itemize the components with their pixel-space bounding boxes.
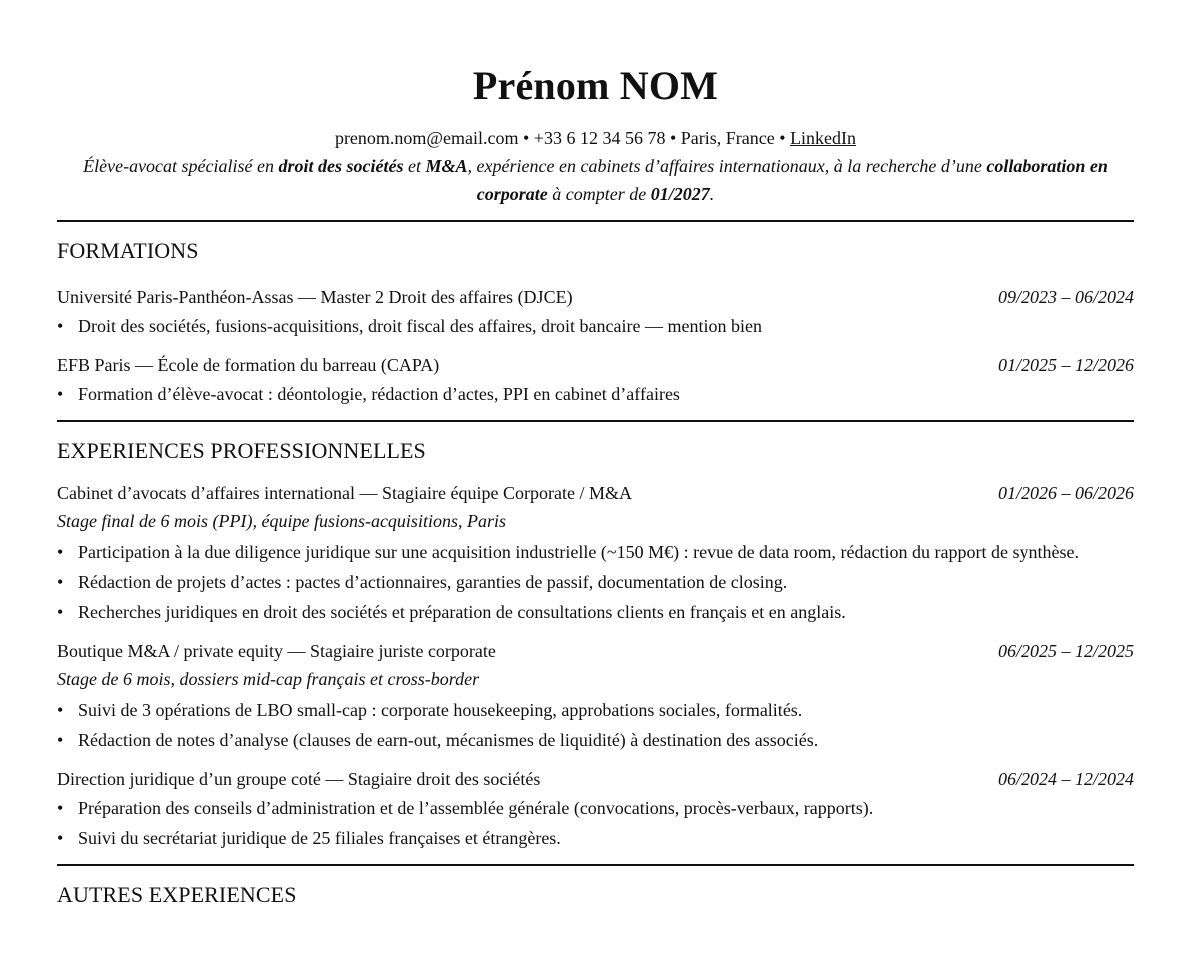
section-autres: [57, 880, 1134, 910]
entry-date: 06/2025 – 12/2025: [997, 641, 1134, 661]
bullet-item: • Participation à la due diligence juridique sur une acquisition industrielle (~150 M€) : revue de data room, rédaction du rapport de synthèse.: [57, 538, 1134, 566]
experience-entry: [57, 480, 1134, 626]
bullet-item: • Suivi du secrétariat juridique de 25 filiales françaises et étrangères.: [57, 824, 1134, 852]
phone-text: +33 6 12 34 56 78: [533, 128, 666, 148]
section-title: FORMATIONS: [57, 238, 199, 263]
separator: •: [774, 128, 791, 148]
bullet-item: • Suivi de 3 opérations de LBO small-cap : corporate housekeeping, approbations sociales, formalités.: [57, 696, 1134, 724]
summary-emphasis: droit des sociétés: [278, 156, 404, 176]
bullet-item: • Formation d’élève-avocat : déontologie, rédaction d’actes, PPI en cabinet d’affaires: [57, 380, 1134, 408]
entry-title: Université Paris-Panthéon-Assas — Master 2 Droit des affaires (DJCE): [57, 287, 573, 307]
summary-text: à compter de: [547, 184, 651, 204]
bullet-item: • Rédaction de projets d’actes : pactes d’actionnaires, garanties de passif, documentation de closing.: [57, 568, 1134, 596]
entry-date: 01/2025 – 12/2026: [997, 355, 1134, 375]
candidate-name: Prénom NOM: [472, 63, 719, 108]
section-divider: [57, 864, 1134, 866]
summary-text: , expérience en cabinets d’affaires internationaux, à la recherche d’une: [467, 156, 987, 176]
entry-date: 09/2023 – 06/2024: [997, 287, 1134, 307]
bullet-item: • Préparation des conseils d’administration et de l’assemblée générale (convocations, procès-verbaux, rapports).: [57, 794, 1134, 822]
summary-text: .: [709, 184, 715, 204]
section-title: AUTRES EXPERIENCES: [57, 882, 297, 907]
entry-header: [57, 480, 1134, 506]
location-text: Paris, France: [680, 128, 775, 148]
email-text: prenom.nom@email.com: [334, 128, 519, 148]
resume-page: [57, 0, 1134, 910]
entry-title: Cabinet d’avocats d’affaires international — Stagiaire équipe Corporate / M&A: [57, 483, 632, 503]
experience-entry: [57, 766, 1134, 852]
bullet-item: • Recherches juridiques en droit des sociétés et préparation de consultations clients en français et en anglais.: [57, 598, 1134, 626]
contact-line: [57, 124, 1134, 152]
section-experiences: [57, 436, 1134, 852]
entry-header: [57, 638, 1134, 664]
entry-subtitle: Stage final de 6 mois (PPI), équipe fusions-acquisitions, Paris: [57, 511, 506, 531]
section-title: EXPERIENCES PROFESSIONNELLES: [57, 438, 426, 463]
entry-header: [57, 352, 1134, 378]
section-divider: [57, 220, 1134, 222]
summary-emphasis: M&A: [425, 156, 468, 176]
entry-title: EFB Paris — École de formation du barreau (CAPA): [57, 355, 440, 375]
section-divider: [57, 420, 1134, 422]
summary-emphasis: 01/2027: [650, 184, 710, 204]
separator: •: [518, 128, 534, 148]
entry-date: 06/2024 – 12/2024: [997, 769, 1134, 789]
entry-title: Direction juridique d’un groupe coté — Stagiaire droit des sociétés: [57, 769, 541, 789]
entry-header: [57, 766, 1134, 792]
bullet-list: [57, 794, 1134, 852]
experience-entry: [57, 638, 1134, 754]
separator: •: [665, 128, 681, 148]
formation-entry: [57, 352, 1134, 408]
section-formations: [57, 236, 1134, 408]
formation-entry: [57, 284, 1134, 340]
bullet-list: [57, 696, 1134, 754]
bullet-item: • Rédaction de notes d’analyse (clauses de earn-out, mécanismes de liquidité) à destination des associés.: [57, 726, 1134, 754]
entry-subtitle: Stage de 6 mois, dossiers mid-cap français et cross-border: [57, 669, 480, 689]
bullet-list: [57, 538, 1134, 626]
bullet-item: • Droit des sociétés, fusions-acquisitions, droit fiscal des affaires, droit bancaire — mention bien: [57, 312, 1134, 340]
bullet-list: [57, 380, 1134, 408]
profile-summary: [69, 152, 1122, 208]
linkedin-link[interactable]: LinkedIn: [790, 128, 857, 148]
entry-header: [57, 284, 1134, 310]
entry-title: Boutique M&A / private equity — Stagiaire juriste corporate: [57, 641, 496, 661]
summary-text: Élève-avocat spécialisé en: [83, 156, 279, 176]
summary-text: et: [403, 156, 426, 176]
summary-emphasis: collaboration en corporate: [476, 156, 1108, 204]
bullet-list: [57, 312, 1134, 340]
entry-date: 01/2026 – 06/2026: [997, 483, 1134, 503]
